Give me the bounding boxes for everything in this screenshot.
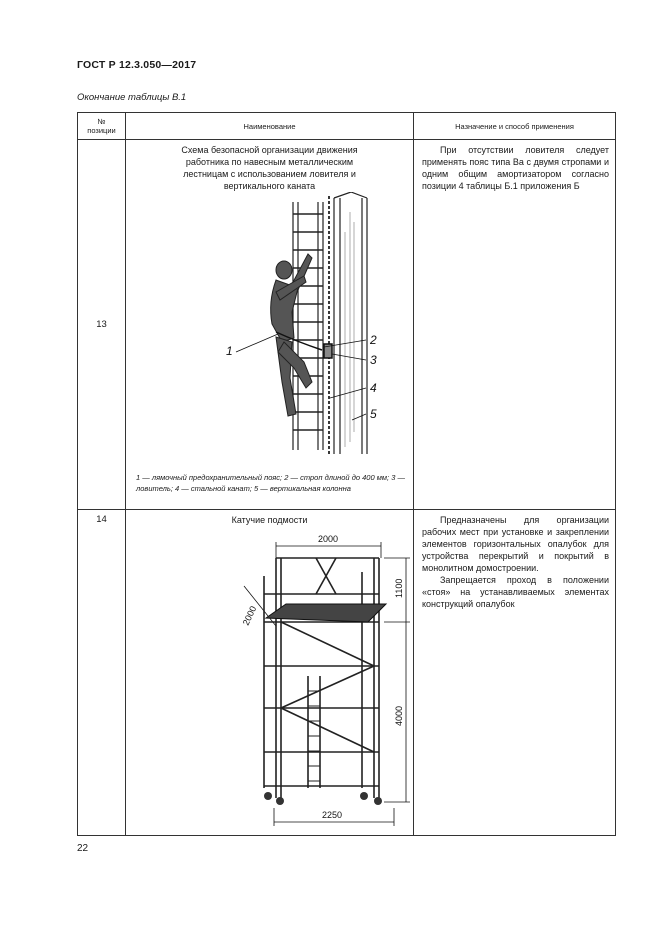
table-row	[78, 140, 616, 510]
row-number	[78, 140, 126, 510]
page-number: 22	[77, 843, 89, 854]
ladder-scheme-figure	[126, 192, 412, 472]
callout-3: 3	[370, 353, 377, 367]
callout-5: 5	[370, 407, 377, 421]
dim-top-width: 2000	[318, 534, 339, 544]
usage-paragraph: Запрещается проход в положении «стоя» на устанавливаемых элементах конструкций опалубок	[422, 575, 609, 609]
scaffold-platform	[266, 604, 386, 622]
column-header-usage: Назначение и способ применения	[414, 113, 616, 140]
mobile-scaffold-figure	[126, 526, 412, 831]
dim-upper-height: 1100	[394, 578, 404, 598]
usage-paragraph: При отсутствии ловителя следует применять пояс типа Ва с двумя стропами и одним общим амортизатором согласно позиции 4 таблицы Б.1 приложения Б	[422, 145, 609, 191]
column-header-num: № позиции	[78, 113, 126, 140]
table-caption: Окончание таблицы В.1	[77, 92, 187, 103]
row-usage-cell	[414, 510, 616, 836]
usage-paragraph: Предназначены для организации рабочих мест при установке и закреплении элементов горизонтальных опалубок для устройства перекрытий и покрытий в монолитном домостроении.	[422, 515, 609, 573]
row-number	[78, 510, 126, 836]
callout-2: 2	[370, 333, 377, 347]
figure-legend: 1 — лямочный предохранительный пояс; 2 — строп длиной до 400 мм; 3 — ловитель; 4 — стальной канат; 5 — вертикальная колонна	[136, 473, 405, 493]
row-title: Катучие подмости	[231, 515, 308, 525]
row-name-cell	[126, 140, 414, 510]
table-header-row	[78, 113, 616, 140]
row-title: Схема безопасной организации движения работника по навесным металлическим лестницам с использованием ловителя и вертикального каната	[181, 145, 358, 191]
row-number-text: 14	[96, 514, 107, 525]
callout-4: 4	[370, 381, 377, 395]
dim-base-width: 2250	[322, 810, 343, 820]
worker-figure	[271, 254, 312, 416]
dim-lower-height: 4000	[394, 705, 404, 726]
callout-1: 1	[226, 344, 233, 358]
row-name-cell	[126, 510, 414, 836]
row-number-text: 13	[96, 319, 107, 330]
table-row	[78, 510, 616, 836]
requirements-table	[77, 112, 616, 836]
column-header-name: Наименование	[126, 113, 414, 140]
document-header: ГОСТ Р 12.3.050—2017	[77, 59, 197, 71]
dim-depth: 2000	[240, 604, 259, 627]
row-usage-cell	[414, 140, 616, 510]
